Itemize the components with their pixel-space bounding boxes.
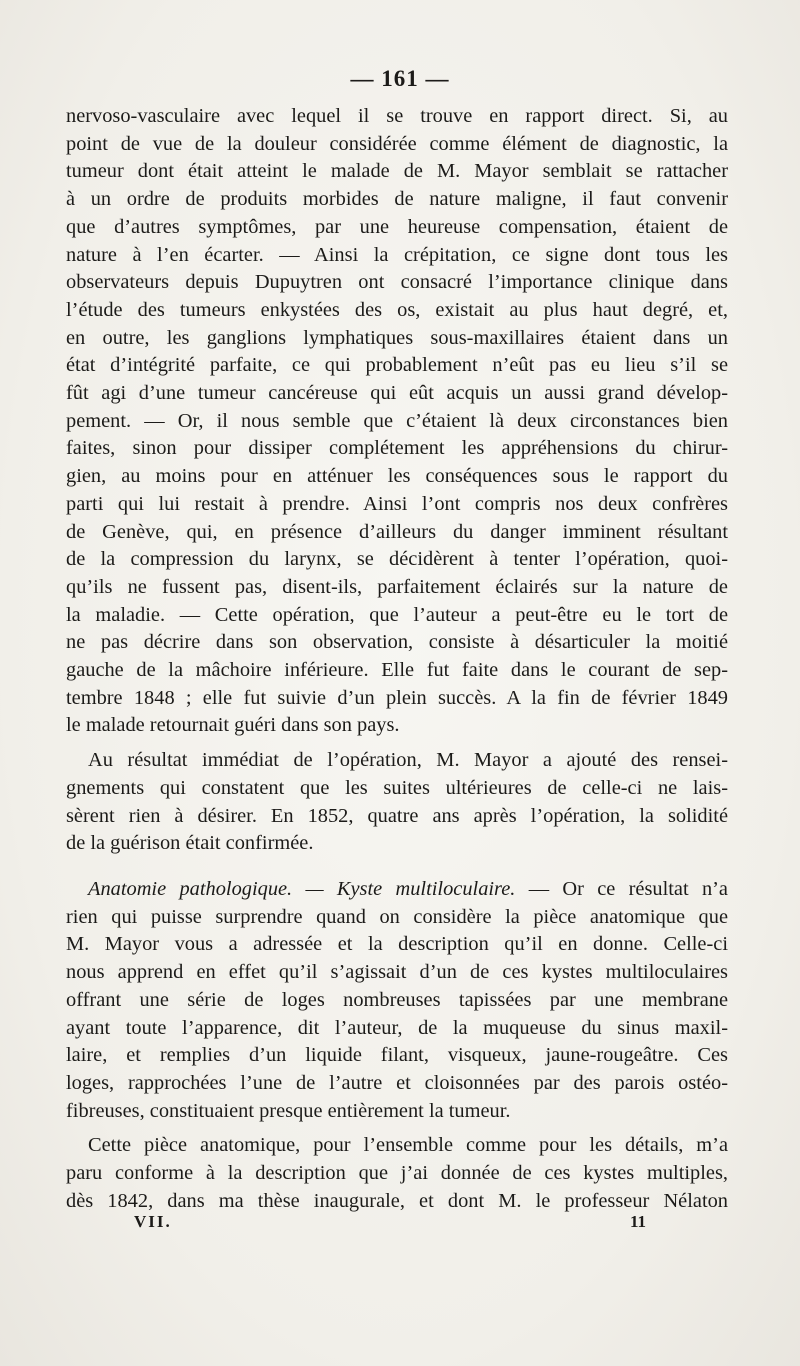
text-line: ayant toute l’apparence, dit l’auteur, de la muqueuse du sinus maxil- (66, 1016, 728, 1039)
paragraph-4 (66, 1132, 728, 1215)
text-line: nous apprend en effet qu’il s’agissait d’un de ces kystes multiloculaires (66, 961, 728, 984)
paragraph-1 (66, 103, 728, 740)
text-line: fût agi d’une tumeur cancéreuse qui eût acquis un aussi grand dévelop- (66, 382, 728, 405)
text-line: en outre, les ganglions lymphatiques sous-maxillaires étaient dans un (66, 326, 728, 349)
text-line: faites, sinon pour dissiper complétement les appréhensions du chirur- (66, 437, 728, 460)
text-line: tumeur dont était atteint le malade de M. Mayor semblait se rattacher (66, 160, 728, 183)
page-number: — 161 — (350, 66, 450, 91)
text-line: Cette pièce anatomique, pour l’ensemble comme pour les détails, m’a (88, 1134, 728, 1157)
text-line: sèrent rien à désirer. En 1852, quatre ans après l’opération, la solidité (66, 804, 728, 827)
text-line: laire, et remplies d’un liquide filant, visqueux, jaune-rougeâtre. Ces (66, 1044, 728, 1067)
text-line: dès 1842, dans ma thèse inaugurale, et dont M. le professeur Nélaton (66, 1189, 728, 1212)
signature-mark: VII. (134, 1212, 172, 1231)
text-line: parti qui lui restait à prendre. Ainsi l’ont compris nos deux confrères (66, 492, 728, 515)
paragraph-3 (66, 876, 728, 1125)
text-line: état d’intégrité parfaite, ce qui probablement n’eût pas eu lieu s’il se (66, 354, 728, 377)
text-line: à un ordre de produits morbides de nature maligne, il faut convenir (66, 188, 728, 211)
text-line: tembre 1848 ; elle fut suivie d’un plein succès. A la fin de février 1849 (66, 686, 728, 709)
text-line: Au résultat immédiat de l’opération, M. Mayor a ajouté des rensei- (88, 749, 728, 772)
paragraph-2 (66, 747, 728, 858)
text-line: que d’autres symptômes, par une heureuse compensation, étaient de (66, 215, 728, 238)
text-line: gien, au moins pour en atténuer les conséquences sous le rapport du (66, 465, 728, 488)
text-line: le malade retournait guéri dans son pays. (66, 714, 400, 737)
text-line: qu’ils ne fussent pas, disent-ils, parfaitement éclairés sur la nature de (66, 575, 728, 598)
heading-line-rest: — Or ce résultat n’a (515, 877, 728, 900)
body-text (66, 103, 728, 1215)
text-line: la maladie. — Cette opération, que l’auteur a peut-être eu le tort de (66, 603, 728, 626)
text-line: observateurs depuis Dupuytren ont consacré l’importance clinique dans (66, 271, 728, 294)
text-line: fibreuses, constituaient presque entièrement la tumeur. (66, 1099, 511, 1122)
text-line: l’étude des tumeurs enkystées des os, existait au plus haut degré, et, (66, 298, 728, 321)
sheet-number: 11 (630, 1212, 647, 1231)
text-line: nervoso-vasculaire avec lequel il se trouve en rapport direct. Si, au (66, 105, 728, 127)
text-line: gnements qui constatent que les suites ultérieures de celle-ci ne lais- (66, 776, 728, 799)
text-line: ne pas décrire dans son observation, consiste à désarticuler la moitié (66, 631, 728, 654)
text-line: offrant une série de loges nombreuses tapissées par une membrane (66, 988, 728, 1011)
text-line: de la guérison était confirmée. (66, 832, 314, 855)
text-line: M. Mayor vous a adressée et la description qu’il en donne. Celle-ci (66, 933, 728, 956)
text-line (66, 876, 728, 904)
text-line: rien qui puisse surprendre quand on considère la pièce anatomique que (66, 905, 728, 928)
text-line: de la compression du larynx, se décidèrent à tenter l’opération, quoi- (66, 548, 728, 571)
text-line: loges, rapprochées l’une de l’autre et cloisonnées par des parois ostéo- (66, 1071, 728, 1094)
text-line: de Genève, qui, en présence d’ailleurs du danger imminent résultant (66, 520, 728, 543)
text-line: point de vue de la douleur considérée comme élément de diagnostic, la (66, 132, 728, 155)
section-heading: Anatomie pathologique. — Kyste multiloculaire. (88, 877, 516, 900)
text-line: pement. — Or, il nous semble que c’étaient là deux circonstances bien (66, 409, 728, 432)
text-line: paru conforme à la description que j’ai donnée de ces kystes multiples, (66, 1162, 728, 1185)
text-line: nature à l’en écarter. — Ainsi la crépitation, ce signe dont tous les (66, 243, 728, 266)
page-footer (0, 1212, 800, 1242)
text-line: gauche de la mâchoire inférieure. Elle fut faite dans le courant de sep- (66, 659, 728, 682)
